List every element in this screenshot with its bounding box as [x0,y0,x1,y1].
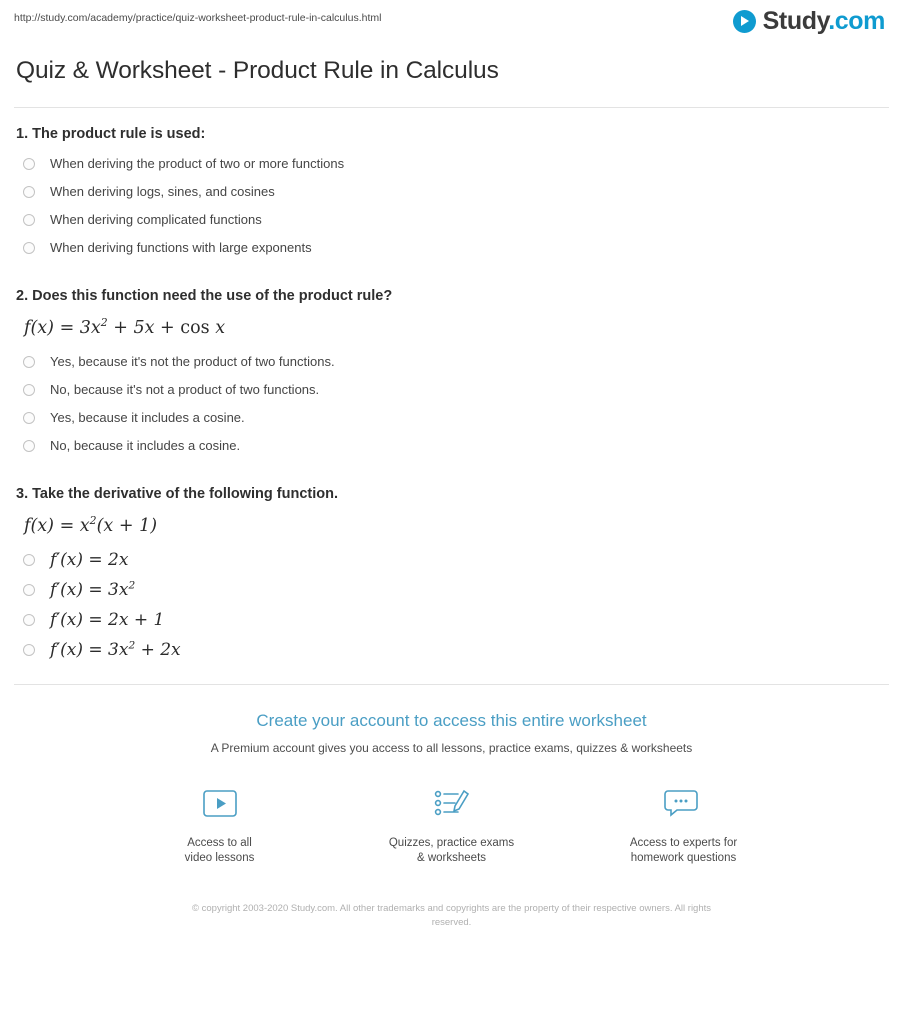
study-com-logo[interactable] [733,9,889,34]
question-3-options [16,552,889,658]
question-3-text: 3. Take the derivative of the following function. [16,486,338,502]
option-2-c[interactable] [16,410,889,426]
brand-name: Study [762,7,829,35]
option-label: Yes, because it's not the product of two functions. [50,354,335,369]
play-circle-icon [733,10,756,33]
radio-icon[interactable] [23,384,35,396]
benefit-quizzes-worksheets [382,785,522,866]
option-3-c[interactable] [16,612,889,628]
radio-icon[interactable] [23,584,35,596]
radio-icon[interactable] [23,614,35,626]
benefits-list [14,785,889,866]
option-3-d[interactable] [16,639,889,660]
questions-list [14,108,889,658]
radio-icon[interactable] [23,242,35,254]
benefit-label [614,836,754,866]
radio-icon[interactable] [23,644,35,656]
question-3-formula: $f(x) = x^2(x + 1)$ [24,514,158,536]
option-label: f′(x) = 2x [50,550,129,570]
radio-icon[interactable] [23,554,35,566]
brand-wordmark [763,9,885,34]
question-2 [16,288,889,454]
promo-subtitle: A Premium account gives you access to all lessons, practice exams, quizzes & worksheets [210,741,693,755]
option-2-d[interactable] [16,438,889,454]
benefit-line2: video lessons [184,852,255,864]
benefit-label [150,836,290,866]
question-1 [16,126,889,256]
option-label: f′(x) = 2x + 1 [50,610,165,630]
quiz-pencil-icon [382,785,522,823]
option-1-d[interactable] [16,240,889,256]
benefit-video-lessons [150,785,290,866]
question-3 [16,486,889,658]
radio-icon[interactable] [23,356,35,368]
radio-icon[interactable] [23,186,35,198]
radio-icon[interactable] [23,158,35,170]
radio-icon[interactable] [23,440,35,452]
benefit-line2: homework questions [630,852,737,864]
option-3-b[interactable] [16,579,889,600]
option-2-b[interactable] [16,382,889,398]
radio-icon[interactable] [23,214,35,226]
benefit-line1: Access to all [187,837,252,849]
option-label: $f'(x) = 3x^2$ [50,579,136,600]
option-label: No, because it's not a product of two functions. [50,382,320,397]
option-3-a[interactable] [16,552,889,568]
benefit-line2: & worksheets [416,852,487,864]
benefit-line1: Quizzes, practice exams [388,837,515,849]
benefit-label [382,836,522,866]
chat-bubble-icon [614,785,754,823]
option-label: $f'(x) = 3x^2 + 2x$ [50,639,181,660]
option-label: When deriving functions with large exponents [50,240,312,255]
option-label: When deriving the product of two or more functions [50,156,345,171]
option-1-c[interactable] [16,212,889,228]
video-play-icon [150,785,290,823]
option-label: When deriving complicated functions [50,212,262,227]
page-url: http://study.com/academy/practice/quiz-worksheet-product-rule-in-calculus.html [14,12,382,24]
benefit-line1: Access to experts for [629,837,738,849]
option-2-a[interactable] [16,354,889,370]
benefit-expert-help [614,785,754,866]
promo-footer [14,684,889,930]
question-2-formula: $f(x) = 3x^2 + 5x + \cos x$ [24,316,226,338]
option-label: Yes, because it includes a cosine. [50,410,245,425]
copyright-text: © copyright 2003-2020 Study.com. All other trademarks and copyrights are the property of their respective owners. All rights reserved. [191,903,712,928]
option-1-b[interactable] [16,184,889,200]
question-1-options [16,156,889,256]
question-1-text: 1. The product rule is used: [16,126,206,142]
brand-suffix: .com [828,7,885,35]
question-2-text: 2. Does this function need the use of the product rule? [16,288,393,304]
option-1-a[interactable] [16,156,889,172]
browser-header [14,0,889,34]
question-2-options [16,354,889,454]
option-label: No, because it includes a cosine. [50,438,241,453]
page-title: Quiz & Worksheet - Product Rule in Calculus [16,57,499,84]
radio-icon[interactable] [23,412,35,424]
promo-title[interactable]: Create your account to access this entire worksheet [256,711,647,730]
option-label: When deriving logs, sines, and cosines [50,184,275,199]
